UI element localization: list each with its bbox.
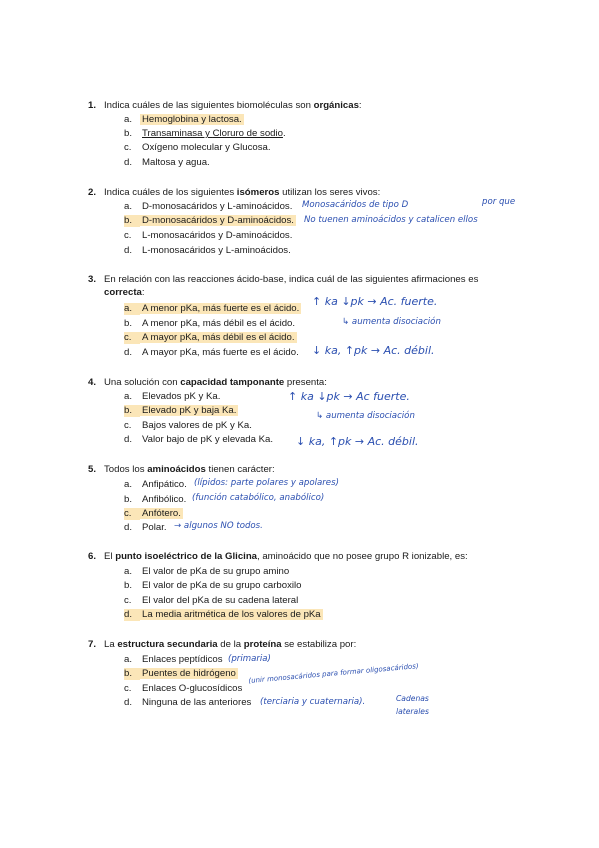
handwritten-note: (función catabólico, anabólico) xyxy=(192,493,325,503)
question-number: 2. xyxy=(88,187,97,198)
option-1a[interactable]: a. Hemoglobina y lactosa. xyxy=(124,114,242,125)
option-6d[interactable]: d. La media aritmética de los valores de pKa xyxy=(124,609,321,620)
handwritten-note: ↑ ka ↓pk → Ac fuerte. xyxy=(288,390,410,403)
handwritten-note: ↑ ka ↓pk → Ac. fuerte. xyxy=(312,295,438,308)
handwritten-note: ↓ ka, ↑pk → Ac. débil. xyxy=(312,344,435,357)
question-stem: Indica cuáles de los siguientes isómeros utilizan los seres vivos: xyxy=(104,187,381,198)
question-number: 3. xyxy=(88,274,97,285)
question-stem: En relación con las reacciones ácido-base, indica cuál de las siguientes afirmaciones es correcta: xyxy=(104,274,479,298)
question-stem: Indica cuáles de las siguientes biomoléculas son orgánicas: xyxy=(104,100,362,111)
handwritten-note: No tuenen aminoácidos y catalicen ellos xyxy=(304,215,478,225)
option-2d[interactable]: d. L-monosacáridos y L-aminoácidos. xyxy=(124,245,291,256)
question-number: 6. xyxy=(88,551,97,562)
question-number: 4. xyxy=(88,377,97,388)
option-5b[interactable]: b. Anfibólico. xyxy=(124,494,187,505)
option-4d[interactable]: d. Valor bajo de pK y elevada Ka. xyxy=(124,434,274,445)
handwritten-note: ↓ ka, ↑pk → Ac. débil. xyxy=(296,435,419,448)
option-7c[interactable]: c. Enlaces O-glucosídicos xyxy=(124,683,243,694)
option-2a[interactable]: a. D-monosacáridos y L-aminoácidos. xyxy=(124,201,293,212)
question-number: 5. xyxy=(88,464,97,475)
option-1d[interactable]: d. Maltosa y agua. xyxy=(124,157,210,168)
option-7a[interactable]: a. Enlaces peptídicos xyxy=(124,654,223,665)
question-number: 7. xyxy=(88,639,97,650)
option-4a[interactable]: a. Elevados pK y Ka. xyxy=(124,391,221,402)
handwritten-note: por que xyxy=(482,197,516,207)
handwritten-note: (unir monosacáridos para formar oligosacáridos) xyxy=(248,662,419,685)
option-2c[interactable]: c. L-monosacáridos y D-aminoácidos. xyxy=(124,230,293,241)
option-6a[interactable]: a. El valor de pKa de su grupo amino xyxy=(124,566,290,577)
question-stem: La estructura secundaria de la proteína se estabiliza por: xyxy=(104,639,357,650)
handwritten-note: → algunos NO todos. xyxy=(174,521,263,531)
handwritten-note: (lípidos: parte polares y apolares) xyxy=(194,478,339,488)
option-1b[interactable]: b. Transaminasa y Cloruro de sodio. xyxy=(124,128,286,139)
handwritten-note: Cadenas laterales xyxy=(396,694,429,716)
option-2b[interactable]: b. D-monosacáridos y D-aminoácidos. xyxy=(124,215,294,226)
question-stem: Todos los aminoácidos tienen carácter: xyxy=(104,464,275,475)
option-3a[interactable]: a. A menor pKa, más fuerte es el ácido. xyxy=(124,303,300,314)
option-4c[interactable]: c. Bajos valores de pK y Ka. xyxy=(124,420,252,431)
option-3c[interactable]: c. A mayor pKa, más débil es el ácido. xyxy=(124,332,295,343)
handwritten-note: ↳ aumenta disociación xyxy=(342,317,441,327)
question-number: 1. xyxy=(88,100,97,111)
option-6c[interactable]: c. El valor del pKa de su cadena lateral xyxy=(124,595,299,606)
option-7b[interactable]: b. Puentes de hidrógeno xyxy=(124,668,236,679)
option-5c[interactable]: c. Anfótero. xyxy=(124,508,181,519)
option-6b[interactable]: b. El valor de pKa de su grupo carboxilo xyxy=(124,580,302,591)
option-3b[interactable]: b. A menor pKa, más débil es el ácido. xyxy=(124,318,296,329)
option-5a[interactable]: a. Anfipático. xyxy=(124,479,187,490)
handwritten-note: (primaria) xyxy=(228,654,271,664)
handwritten-note: ↳ aumenta disociación xyxy=(316,411,415,421)
question-stem: El punto isoeléctrico de la Glicina, aminoácido que no posee grupo R ionizable, es: xyxy=(104,551,468,562)
handwritten-note: (terciaria y cuaternaria). xyxy=(260,697,366,707)
handwritten-note: Monosacáridos de tipo D xyxy=(302,200,409,210)
question-stem: Una solución con capacidad tamponante presenta: xyxy=(104,377,327,388)
option-1c[interactable]: c. Oxígeno molecular y Glucosa. xyxy=(124,142,271,153)
option-5d[interactable]: d. Polar. xyxy=(124,522,167,533)
option-3d[interactable]: d. A mayor pKa, más fuerte es el ácido. xyxy=(124,347,299,358)
option-7d[interactable]: d. Ninguna de las anteriores xyxy=(124,697,252,708)
option-4b[interactable]: b. Elevado pK y baja Ka. xyxy=(124,405,237,416)
